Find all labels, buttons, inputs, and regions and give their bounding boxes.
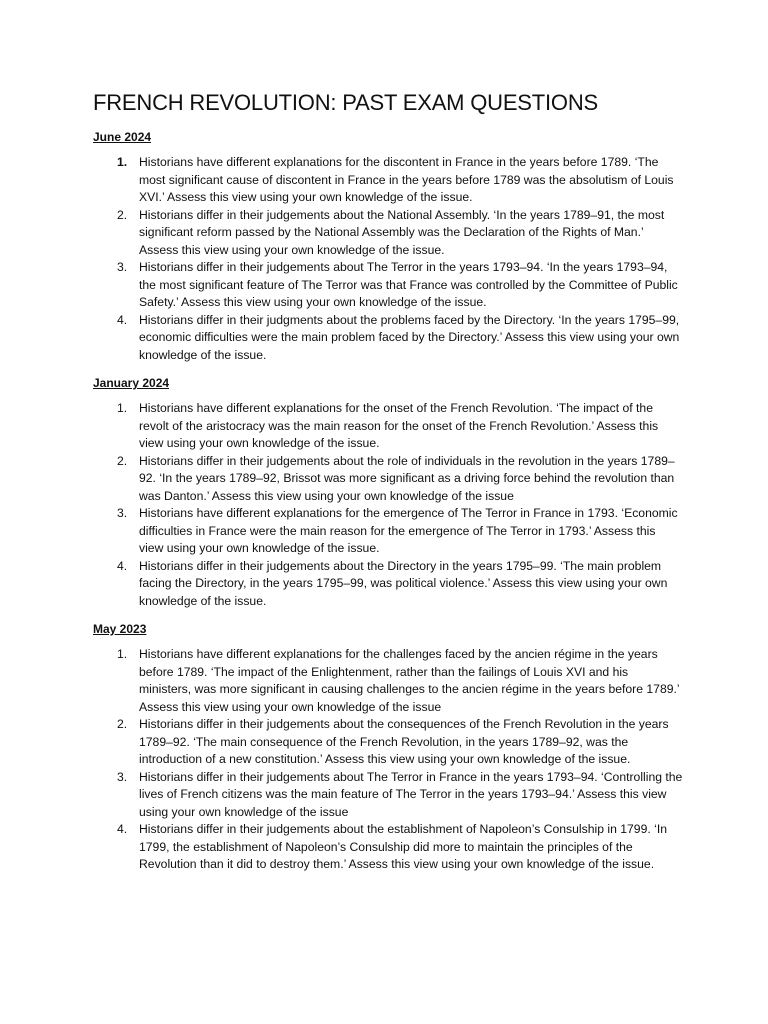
section-january-2024 [93,375,683,610]
question-number: 1. [117,155,128,169]
question-item [93,312,683,365]
question-text: Historians have different explanations for the onset of the French Revolution. ‘The impact of the revolt of the aristocracy was the main reason for the onset of the French Revolution.’ Assess this view using your own knowledge of the issue. [139,401,659,450]
question-number: 2. [117,717,128,731]
question-list [93,154,683,364]
question-text: Historians differ in their judgements about the establishment of Napoleon’s Consulship in 1799. ‘In 1799, the establishment of Napoleon’s Consulship did more to maintain the principles of the Revolution than it did to destroy them.’ Assess this view using your own knowledge of the issue. [139,822,667,871]
section-heading: May 2023 [93,622,147,636]
question-number: 4. [117,822,128,836]
question-item [93,453,683,506]
question-number: 1. [117,401,128,415]
question-item [93,207,683,260]
question-item [93,646,683,716]
question-text: Historians have different explanations for the challenges faced by the ancien régime in the years before 1789. ‘The impact of the Enlightenment, rather than the failings of Louis XVI and his ministers, was more significant in causing challenges to the ancien régime in the years before 1789.’ Assess this view using your own knowledge of the issue [139,647,680,714]
question-number: 3. [117,769,128,784]
question-list [93,400,683,610]
question-text: Historians differ in their judgements about The Terror in France in the years 1793–94. ‘Controlling the lives of French citizens was the main feature of The Terror in the years 1793–94.’ Assess this view using your own knowledge of the issue [139,769,683,819]
question-number: 2. [117,453,128,468]
document-title: FRENCH REVOLUTION: PAST EXAM QUESTIONS [93,90,598,115]
question-text: Historians differ in their judgements about the role of individuals in the revolution in the years 1789–92. ‘In the years 1789–92, Brissot was more significant as a driving force behind the revolution than was Danton.’ Assess this view using your own knowledge of the issue [139,453,675,503]
question-number: 4. [117,558,128,573]
question-item [93,716,683,769]
section-may-2023 [93,621,683,874]
question-number: 4. [117,312,128,327]
question-text: Historians differ in their judgements about the consequences of the French Revolution in the years 1789–92. ‘The main consequence of the French Revolution, in the years 1789–92, was the introduction of a new constitution.’ Assess this view using your own knowledge of the issue. [139,717,669,766]
section-june-2024 [93,129,683,364]
question-item [93,769,683,822]
question-number: 1. [117,647,128,661]
question-list [93,646,683,874]
question-text: Historians differ in their judgments about the problems faced by the Directory. ‘In the years 1795–99, economic difficulties were the main problem faced by the Directory.’ Assess this view using your own knowledge of the issue. [139,312,680,362]
section-heading: June 2024 [93,130,152,144]
question-text: Historians differ in their judgements about The Terror in the years 1793–94. ‘In the years 1793–94, the most significant feature of The Terror was that France was controlled by the Committee of Public Safety.’ Assess this view using your own knowledge of the issue. [139,260,678,309]
question-item [93,558,683,611]
question-number: 3. [117,506,128,520]
question-text: Historians have different explanations for the emergence of The Terror in France in 1793. ‘Economic difficulties in France were the main reason for the emergence of The Terror in 1793.’ Assess this view using your own knowledge of the issue. [139,506,678,555]
question-item [93,259,683,312]
question-item [93,821,683,874]
question-text: Historians differ in their judgements about the Directory in the years 1795–99. ‘The main problem facing the Directory, in the years 1795–99, was political violence.’ Assess this view using your own knowledge of the issue. [139,558,668,608]
question-number: 3. [117,260,128,274]
question-item [93,505,683,558]
document-page [93,88,683,874]
question-number: 2. [117,207,128,222]
question-text: Historians have different explanations for the discontent in France in the years before 1789. ‘The most significant cause of discontent in France in the years before 1789 was the absolutism of Louis XVI.’ Assess this view using your own knowledge of the issue. [139,155,674,204]
question-item [93,154,683,207]
question-text: Historians differ in their judgements about the National Assembly. ‘In the years 1789–91, the most significant reform passed by the National Assembly was the Declaration of the Rights of Man.’ Assess this view using your own knowledge of the issue. [139,207,665,257]
section-heading: January 2024 [93,376,170,390]
question-item [93,400,683,453]
